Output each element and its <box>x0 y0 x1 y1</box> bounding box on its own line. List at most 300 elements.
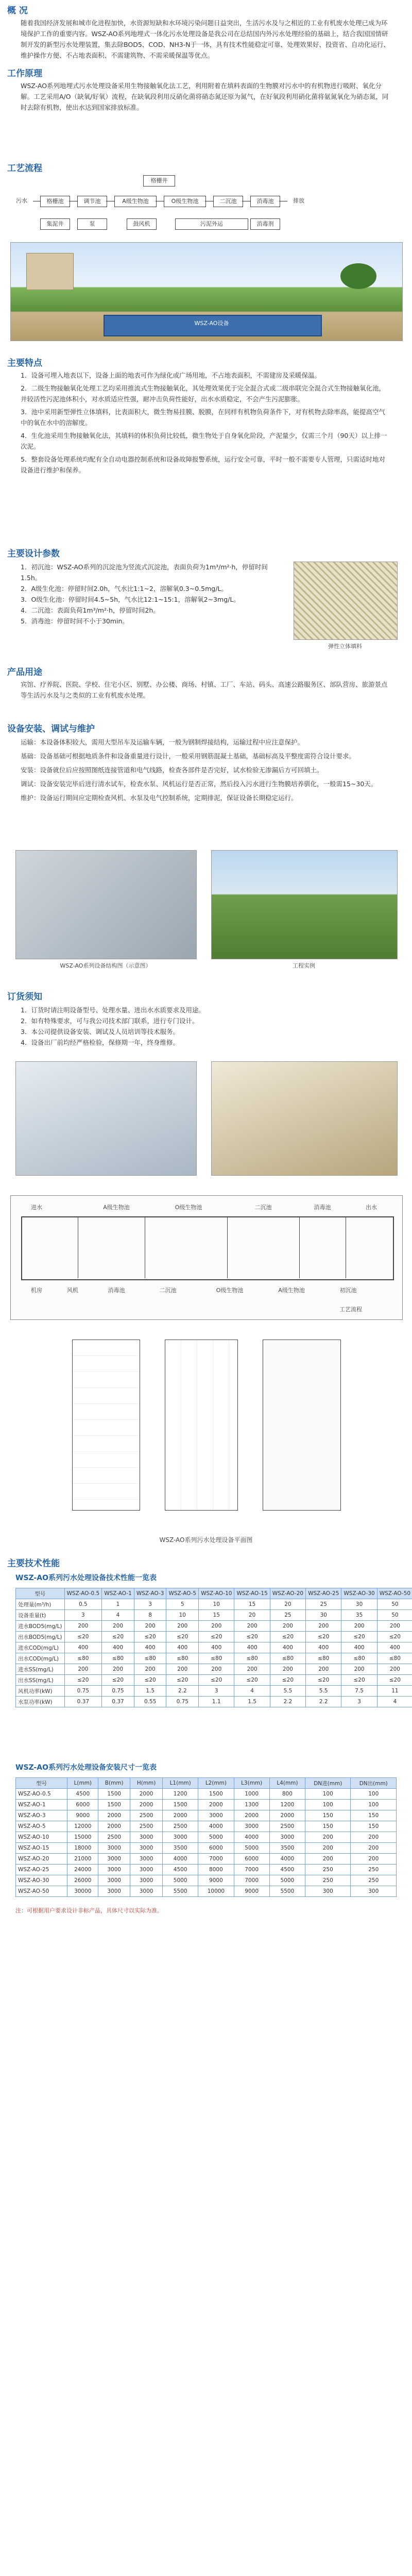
table-cell: 9000 <box>67 1810 98 1821</box>
heading-flow: 工艺流程 <box>7 163 42 174</box>
table-cell: 200 <box>341 1664 377 1675</box>
table-cell: 2500 <box>163 1821 198 1832</box>
spec-table <box>15 1588 412 1707</box>
order-item: 1．订货时请注明设备型号、处理水量、进出水水质要求及用途。 <box>21 1006 205 1014</box>
plan-label: 进水 <box>31 1204 42 1211</box>
flow-below: 污泥外运 <box>175 218 248 230</box>
table-cell: 3500 <box>163 1843 198 1854</box>
plan-label: 初沉池 <box>339 1287 357 1294</box>
table-cell: 200 <box>64 1621 102 1632</box>
table-cell: 3000 <box>130 1832 163 1843</box>
table-cell: 1500 <box>98 1800 130 1810</box>
table-cell: 30000 <box>67 1886 98 1897</box>
table-note: 注：可根据用户要求设计非标产品，具体尺寸以实际为准。 <box>15 1907 163 1914</box>
table-cell: 进水COD(mg/L) <box>16 1642 65 1653</box>
table-cell: 2000 <box>98 1810 130 1821</box>
table-cell: 200 <box>305 1854 351 1865</box>
table-cell: 1000 <box>234 1789 269 1800</box>
table-row <box>16 1686 412 1697</box>
table-cell: 3000 <box>234 1821 269 1832</box>
table-cell: 3000 <box>130 1875 163 1886</box>
table-cell: 4500 <box>269 1865 305 1875</box>
table-cell: ≤20 <box>377 1675 412 1686</box>
flow-box: 格栅池 <box>40 196 70 207</box>
table-cell: 200 <box>199 1621 234 1632</box>
table-cell: 300 <box>305 1886 351 1897</box>
table-cell: 25 <box>306 1599 341 1610</box>
flow-below: 鼓风机 <box>127 218 157 230</box>
feature-item: 1．设备可埋入地表以下，设备上面的地表可作为绿化或广场用地，不占地表面积，不需建房及采暖保温。 <box>21 371 321 379</box>
table-cell: ≤20 <box>341 1675 377 1686</box>
table-cell: 50 <box>377 1610 412 1621</box>
table-cell: 200 <box>306 1664 341 1675</box>
table-cell: 200 <box>134 1664 166 1675</box>
project-photo <box>211 850 398 959</box>
table-cell: 3000 <box>130 1843 163 1854</box>
flow-caption: 工艺流程 <box>339 1306 362 1313</box>
table-header: 型号 <box>16 1588 65 1599</box>
table-cell: 4 <box>102 1610 134 1621</box>
plan-diagram <box>10 1195 403 1320</box>
table-cell: WSZ-AO-20 <box>16 1854 67 1865</box>
table-cell: 5000 <box>234 1843 269 1854</box>
table-cell: 150 <box>351 1810 397 1821</box>
table-cell: 3000 <box>198 1810 234 1821</box>
param-item: 4．二沉池：表面负荷1m³/m²·h，停留时间2h。 <box>21 606 160 614</box>
table-cell: 0.37 <box>64 1697 102 1707</box>
feature-item: 4．生化池采用生物接触氧化法，其填料的体积负荷比较低，微生物处于自身氧化阶段，产泥量少，仅需三个月（90天）以上排一次泥。 <box>21 432 387 450</box>
table-cell: 200 <box>305 1832 351 1843</box>
heading-params: 主要设计参数 <box>7 549 60 559</box>
table-cell: 5.5 <box>306 1686 341 1697</box>
table-cell: 4000 <box>163 1854 198 1865</box>
table-row <box>16 1789 397 1800</box>
unit-illustration <box>10 242 403 341</box>
filler-photo <box>294 562 398 640</box>
table-cell: 400 <box>377 1642 412 1653</box>
table-header: DN进(mm) <box>305 1778 351 1789</box>
table-cell: 400 <box>341 1642 377 1653</box>
table-cell: 2000 <box>269 1810 305 1821</box>
table-header: L2(mm) <box>198 1778 234 1789</box>
table-cell: WSZ-AO-30 <box>16 1875 67 1886</box>
table-cell: 2000 <box>130 1800 163 1810</box>
table-cell: 200 <box>64 1664 102 1675</box>
table2-title: WSZ-AO系列污水处理设备安装尺寸一览表 <box>15 1764 157 1772</box>
plan-label: 消毒池 <box>314 1204 331 1211</box>
feature-item: 3．池中采用新型弹性立体填料，比表面积大，微生物易挂膜、脱膜，在同样有机物负荷条件下，对有机物去除率高，能提高空气中的氧在水中的溶解度。 <box>21 408 385 427</box>
table-header: L1(mm) <box>163 1778 198 1789</box>
table-cell: 0.55 <box>134 1697 166 1707</box>
table-cell: 24000 <box>67 1865 98 1875</box>
table-cell: 35 <box>341 1610 377 1621</box>
table-cell: ≤80 <box>64 1653 102 1664</box>
table-cell: ≤20 <box>234 1675 270 1686</box>
table-header: WSZ-AO-15 <box>234 1588 270 1599</box>
table-cell: 200 <box>377 1621 412 1632</box>
table-cell: 5000 <box>198 1832 234 1843</box>
table-row <box>16 1821 397 1832</box>
table-cell: 200 <box>351 1843 397 1854</box>
table-cell: 0.75 <box>64 1686 102 1697</box>
table-cell: 7000 <box>234 1875 269 1886</box>
plan-caption: WSZ-AO系列污水处理设备平面图 <box>159 1536 253 1544</box>
table-cell: 25 <box>270 1610 305 1621</box>
table-header: WSZ-AO-20 <box>270 1588 305 1599</box>
heading-specs: 主要技术性能 <box>7 1558 60 1569</box>
table-cell: 20 <box>234 1610 270 1621</box>
plan-label: A级生物池 <box>278 1287 305 1294</box>
table-cell: 3 <box>134 1599 166 1610</box>
table-cell: 200 <box>102 1621 134 1632</box>
table-cell: 出水SS(mg/L) <box>16 1675 65 1686</box>
equipment-photo <box>15 1061 197 1176</box>
table-cell: 2000 <box>198 1800 234 1810</box>
table-cell: 250 <box>351 1875 397 1886</box>
table-cell: 3 <box>199 1686 234 1697</box>
heading-uses: 产品用途 <box>7 667 42 677</box>
table-cell: 400 <box>270 1642 305 1653</box>
table-cell: 2000 <box>163 1810 198 1821</box>
table-cell: ≤20 <box>306 1675 341 1686</box>
table-cell: 进水SS(mg/L) <box>16 1664 65 1675</box>
table-header: L(mm) <box>67 1778 98 1789</box>
table-cell: 20 <box>270 1599 305 1610</box>
table-header: B(mm) <box>98 1778 130 1789</box>
table-header: WSZ-AO-5 <box>166 1588 199 1599</box>
table-cell: 4000 <box>269 1854 305 1865</box>
table-cell: 2500 <box>130 1810 163 1821</box>
table-cell: 200 <box>270 1621 305 1632</box>
table-cell: 15 <box>199 1610 234 1621</box>
table-cell: ≤80 <box>134 1653 166 1664</box>
table-cell: 200 <box>199 1664 234 1675</box>
table-cell: 5 <box>166 1599 199 1610</box>
table-cell: 0.5 <box>64 1599 102 1610</box>
table1-title: WSZ-AO系列污水处理设备技术性能一览表 <box>15 1574 157 1582</box>
feature-item: 2．二级生物接触氧化处理工艺均采用推流式生物接触氧化，其处理效果优于完全混合式或二级串联完全混合式生物接触氧化池，并较活性污泥池体积小，对水质适应性强，耐冲击负荷性能好，出水水质稳定，不会产生污泥膨胀。 <box>21 384 385 403</box>
table-row <box>16 1653 412 1664</box>
table-cell: ≤20 <box>377 1632 412 1642</box>
flow-box: 二沉池 <box>213 196 243 207</box>
table-cell: WSZ-AO-5 <box>16 1821 67 1832</box>
heading-install: 设备安装、调试与维护 <box>7 724 95 734</box>
param-item: 1．初沉池：WSZ-AO系列的沉淀池为竖流式沉淀池，表面负荷为1m³/m²·h，停留时间1.5h。 <box>21 563 268 582</box>
table-cell: 6000 <box>234 1854 269 1865</box>
table-cell: 200 <box>377 1664 412 1675</box>
table-cell: ≤80 <box>341 1653 377 1664</box>
table-cell: 3000 <box>98 1843 130 1854</box>
table-cell: ≤80 <box>234 1653 270 1664</box>
order-item: 4．设备出厂前均经严格检验，保修期一年，终身维修。 <box>21 1039 179 1046</box>
flow-box: A级生物池 <box>114 196 157 207</box>
table-cell: ≤20 <box>134 1675 166 1686</box>
table-cell: 200 <box>305 1843 351 1854</box>
table-cell: 7.5 <box>341 1686 377 1697</box>
table-row <box>16 1610 412 1621</box>
table-row <box>16 1697 412 1707</box>
table-cell: 100 <box>305 1789 351 1800</box>
table-cell: 1500 <box>163 1800 198 1810</box>
param-item: 5．消毒池：停留时间不小于30min。 <box>21 617 129 625</box>
table-cell: 30 <box>306 1610 341 1621</box>
table-cell: WSZ-AO-10 <box>16 1832 67 1843</box>
table-cell: 200 <box>306 1621 341 1632</box>
table-header: WSZ-AO-3 <box>134 1588 166 1599</box>
table-cell: 1.1 <box>199 1697 234 1707</box>
table-cell: ≤20 <box>64 1675 102 1686</box>
installation-photo <box>211 1061 398 1176</box>
size-table <box>15 1777 397 1897</box>
install-item: 基础：设备基础可根据地质条件和设备重量进行设计，一般采用钢筋混凝土基础，基础标高及平整度需符合设计要求。 <box>21 752 356 760</box>
table-cell: 8000 <box>198 1865 234 1875</box>
plan-label: 机房 <box>31 1287 42 1294</box>
table-header: WSZ-AO-10 <box>199 1588 234 1599</box>
heading-principle: 工作原理 <box>7 69 42 79</box>
table-cell: 4 <box>377 1697 412 1707</box>
table-cell: ≤20 <box>199 1632 234 1642</box>
table-row <box>16 1810 397 1821</box>
table-cell: 0.75 <box>102 1686 134 1697</box>
table-cell: 1300 <box>234 1800 269 1810</box>
table-cell: 9000 <box>234 1886 269 1897</box>
table-cell: 3000 <box>163 1832 198 1843</box>
plan-label: 消毒池 <box>108 1287 125 1294</box>
building-icon <box>26 253 74 290</box>
table-cell: 10000 <box>198 1886 234 1897</box>
table-cell: 12000 <box>67 1821 98 1832</box>
table-cell: WSZ-AO-50 <box>16 1886 67 1897</box>
table-cell: 2.2 <box>306 1697 341 1707</box>
table-cell: WSZ-AO-25 <box>16 1865 67 1875</box>
table-cell: 1 <box>102 1599 134 1610</box>
table-cell: 250 <box>305 1865 351 1875</box>
table-header: WSZ-AO-30 <box>341 1588 377 1599</box>
table-cell: 水泵功率(kW) <box>16 1697 65 1707</box>
table-cell: ≤20 <box>166 1675 199 1686</box>
table-cell: 设备重量(t) <box>16 1610 65 1621</box>
table-cell: 2.2 <box>166 1686 199 1697</box>
table-cell: 150 <box>351 1821 397 1832</box>
table-cell: WSZ-AO-1 <box>16 1800 67 1810</box>
table-cell: 出水BOD5(mg/L) <box>16 1632 65 1642</box>
table-cell: ≤80 <box>270 1653 305 1664</box>
table-cell: 3000 <box>130 1854 163 1865</box>
table-cell: ≤20 <box>102 1675 134 1686</box>
table-cell: 0.75 <box>166 1697 199 1707</box>
table-cell: ≤20 <box>199 1675 234 1686</box>
order-item: 2．如有特殊要求，可与我公司技术部门联系，进行专门设计。 <box>21 1017 199 1025</box>
table-cell: 200 <box>102 1664 134 1675</box>
table-header: DN出(mm) <box>351 1778 397 1789</box>
heading-overview: 概 况 <box>7 6 28 16</box>
table-cell: ≤20 <box>341 1632 377 1642</box>
flow-box: 排放 <box>287 196 310 206</box>
flow-below: 集泥井 <box>40 218 70 230</box>
install-item: 维护：设备运行期间应定期检查风机、水泵及电气控制系统，定期排泥，保证设备长期稳定运行。 <box>21 794 298 802</box>
table-cell: 2.2 <box>270 1697 305 1707</box>
table-row <box>16 1865 397 1875</box>
structure-photo <box>15 850 197 959</box>
table-cell: ≤20 <box>270 1632 305 1642</box>
heading-order: 订货须知 <box>7 992 42 1002</box>
table-cell: 15 <box>234 1599 270 1610</box>
table-cell: 6000 <box>198 1843 234 1854</box>
principle-text: WSZ-AO系列地埋式污水处理设备采用生物接触氧化法工艺，利用附着在填料表面的生物膜对污水中的有机物进行吸附、氧化分解。工艺采用A/O（缺氧/好氧）流程，在缺氧段利用反硝化菌将硝态氮还原为氮气，在好氧段利用硝化菌将氨氮氧化为硝态氮，同时去除有机物，使出水达到国家排放标准。 <box>21 82 389 111</box>
install-item: 安装：设备就位后应按照图纸连接管道和电气线路，检查各部件是否完好，试水检验无渗漏后方可回填土。 <box>21 766 323 774</box>
table-row <box>16 1599 412 1610</box>
param-item: 2．A级生化池：停留时间2.0h，气水比1:1~2，溶解氧0.3~0.5mg/L。 <box>21 585 228 592</box>
table-cell: 3000 <box>98 1875 130 1886</box>
plan-label: O级生物池 <box>175 1204 202 1211</box>
install-item: 运输：本设备体积较大，需用大型吊车及运输车辆，一般为钢制焊接结构，运输过程中应注意保护。 <box>21 738 304 746</box>
flow-box: 调节池 <box>77 196 107 207</box>
table-cell: 进水BOD5(mg/L) <box>16 1621 65 1632</box>
plan-label: 二沉池 <box>254 1204 272 1211</box>
table-cell: WSZ-AO-3 <box>16 1810 67 1821</box>
table-cell: 4 <box>234 1686 270 1697</box>
table-row <box>16 1886 397 1897</box>
table-cell: ≤80 <box>166 1653 199 1664</box>
table-row <box>16 1875 397 1886</box>
table-cell: 5500 <box>269 1886 305 1897</box>
table-cell: 1200 <box>269 1800 305 1810</box>
table-cell: 2500 <box>130 1821 163 1832</box>
table-row <box>16 1843 397 1854</box>
table-cell: WSZ-AO-15 <box>16 1843 67 1854</box>
table-cell: ≤80 <box>199 1653 234 1664</box>
overview-text: 随着我国经济发展和城市化进程加快，水资源短缺和水环境污染问题日益突出，生活污水及与之相近的工业有机废水处理已成为环境保护工作的重要内容。WSZ-AO系列地埋式一体化污水处理设备是我公司在总结国内外污水处理经验的基础上，结合我国国情研制开发的新型污水处理装置，集去除BOD5、COD、NH3-N于一体，具有技术性能稳定可靠、处理效果好、投资省、自动化运行、维护操作方便、不占地表面积、不需建筑物、不需采暖保温等优点。 <box>21 19 390 59</box>
table-cell: 7000 <box>234 1865 269 1875</box>
table-cell: 1500 <box>198 1789 234 1800</box>
plan-label: A级生物池 <box>103 1204 130 1211</box>
table-row <box>16 1854 397 1865</box>
table-cell: 风机功率(kW) <box>16 1686 65 1697</box>
table-cell: 1.5 <box>134 1686 166 1697</box>
unit-label: WSZ-AO设备 <box>194 320 229 327</box>
table-cell: 2500 <box>98 1832 130 1843</box>
feature-item: 5．整套设备处理系统均配有全自动电器控制系统和设备故障报警系统，运行安全可靠，平时一般不需要专人管理，只需适时地对设备进行维护和保养。 <box>21 455 385 474</box>
table-cell: 1.5 <box>234 1697 270 1707</box>
plan-label: 出水 <box>366 1204 377 1211</box>
table-row <box>16 1664 412 1675</box>
table-cell: 7000 <box>198 1854 234 1865</box>
table-cell: 2500 <box>269 1821 305 1832</box>
plan-label: 二沉池 <box>159 1287 177 1294</box>
table-cell: ≤20 <box>270 1675 305 1686</box>
table-cell: 400 <box>234 1642 270 1653</box>
table-header: H(mm) <box>130 1778 163 1789</box>
table-row <box>16 1800 397 1810</box>
order-item: 3．本公司提供设备安装、调试及人员培训等技术服务。 <box>21 1028 179 1036</box>
flow-box: O级生物池 <box>164 196 206 207</box>
table-cell: ≤80 <box>102 1653 134 1664</box>
table-cell: 200 <box>234 1621 270 1632</box>
heading-features: 主要特点 <box>7 358 42 368</box>
param-item: 3．O级生化池：停留时间4.5~5h，气水比12:1~15:1，溶解氧2~3mg/L。 <box>21 596 240 603</box>
table-cell: 3000 <box>130 1886 163 1897</box>
table-cell: 150 <box>305 1810 351 1821</box>
table-row <box>16 1642 412 1653</box>
flow-box: 污水 <box>10 196 33 206</box>
table-cell: 3500 <box>269 1843 305 1854</box>
table-cell: 200 <box>234 1664 270 1675</box>
section-drawing <box>62 1334 350 1530</box>
table-cell: 100 <box>305 1800 351 1810</box>
plan-label: O级生物池 <box>216 1287 244 1294</box>
table-cell: 4000 <box>198 1821 234 1832</box>
table-cell: 5000 <box>269 1875 305 1886</box>
table-cell: ≤80 <box>377 1653 412 1664</box>
table-cell: 300 <box>351 1886 397 1897</box>
table-cell: 1200 <box>163 1789 198 1800</box>
table-cell: 1500 <box>98 1789 130 1800</box>
table-cell: 3 <box>341 1697 377 1707</box>
table-cell: 26000 <box>67 1875 98 1886</box>
table-cell: 5.5 <box>270 1686 305 1697</box>
table-cell: ≤20 <box>64 1632 102 1642</box>
table-cell: 2000 <box>234 1810 269 1821</box>
table-cell: 50 <box>377 1599 412 1610</box>
table-cell: 150 <box>305 1821 351 1832</box>
table-cell: 200 <box>270 1664 305 1675</box>
table-cell: 5500 <box>163 1886 198 1897</box>
table-cell: 11 <box>377 1686 412 1697</box>
table-cell: 3 <box>64 1610 102 1621</box>
table-cell: WSZ-AO-0.5 <box>16 1789 67 1800</box>
table-cell: 400 <box>64 1642 102 1653</box>
table-cell: 200 <box>166 1621 199 1632</box>
table-cell: 100 <box>351 1789 397 1800</box>
table-header: WSZ-AO-0.5 <box>64 1588 102 1599</box>
table-cell: 400 <box>166 1642 199 1653</box>
flow-below: 泵 <box>77 218 107 230</box>
photo-caption: 工程实例 <box>293 962 315 969</box>
table-cell: 出水COD(mg/L) <box>16 1653 65 1664</box>
table-cell: 10 <box>166 1610 199 1621</box>
table-cell: 250 <box>351 1865 397 1875</box>
table-cell: ≤80 <box>306 1653 341 1664</box>
table-cell: 400 <box>134 1642 166 1653</box>
table-cell: 4500 <box>163 1865 198 1875</box>
uses-text: 宾馆、疗养院、医院、学校、住宅小区、别墅、办公楼、商场、村镇、工厂、车站、码头、高速公路服务区、部队营房、旅游景点等生活污水及与之类似的工业有机废水处理。 <box>21 681 388 699</box>
table-cell: 5000 <box>163 1875 198 1886</box>
table-cell: 3000 <box>98 1865 130 1875</box>
table-row <box>16 1632 412 1642</box>
photo-caption: WSZ-AO系列设备结构图（示意图） <box>60 962 151 969</box>
table-header: 型号 <box>16 1778 67 1789</box>
table-cell: 400 <box>102 1642 134 1653</box>
table-cell: 200 <box>351 1854 397 1865</box>
table-cell: ≤20 <box>166 1632 199 1642</box>
table-cell: 2000 <box>130 1789 163 1800</box>
table-cell: 0.37 <box>102 1697 134 1707</box>
table-cell: 处理量(m³/h) <box>16 1599 65 1610</box>
flow-diagram <box>10 175 402 232</box>
table-cell: 3000 <box>98 1854 130 1865</box>
table-row <box>16 1832 397 1843</box>
table-cell: 2000 <box>98 1821 130 1832</box>
table-cell: 200 <box>134 1621 166 1632</box>
flow-inlet-top: 格栅井 <box>143 175 175 187</box>
table-cell: 21000 <box>67 1854 98 1865</box>
table-cell: 4500 <box>67 1789 98 1800</box>
flow-box: 消毒池 <box>250 196 280 207</box>
table-cell: 800 <box>269 1789 305 1800</box>
table-header: L3(mm) <box>234 1778 269 1789</box>
install-item: 调试：设备安装完毕后进行清水试车，检查水泵、风机运行是否正常，然后投入污水进行生物膜培养驯化，一般需15~30天。 <box>21 780 377 788</box>
table-cell: 400 <box>306 1642 341 1653</box>
